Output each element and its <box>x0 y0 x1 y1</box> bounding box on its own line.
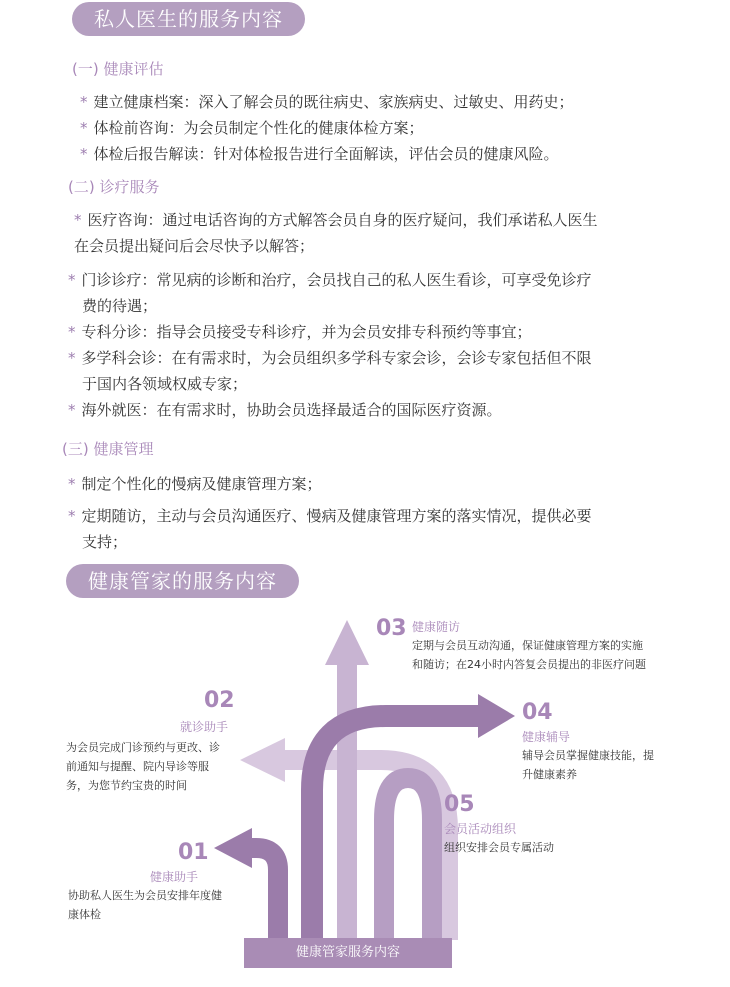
list-item: * 建立健康档案：深入了解会员的既往病史、家族病史、过敏史、用药史； <box>80 93 574 111</box>
list-item: * 体检前咨询：为会员制定个性化的健康体检方案； <box>80 119 424 137</box>
bullet-icon: * <box>80 119 88 137</box>
list-item-cont: 支持； <box>82 533 128 551</box>
node-03-number: 03 <box>376 616 407 641</box>
bullet-icon: * <box>68 349 76 367</box>
section2-title: 健康管家的服务内容 <box>66 564 299 598</box>
node-05-number: 05 <box>444 792 475 817</box>
group3-heading: (三) 健康管理 <box>62 440 154 458</box>
node-02-desc: 为会员完成门诊预约与更改、诊 前通知与提醒、院内导诊等服 务，为您节约宝贵的时间 <box>66 741 220 792</box>
bullet-icon: * <box>68 475 76 493</box>
bullet-icon: * <box>68 271 76 289</box>
node-04-label: 健康辅导 <box>522 730 571 744</box>
bullet-icon: * <box>80 145 88 163</box>
list-item: * 制定个性化的慢病及健康管理方案； <box>68 475 322 493</box>
arrow-01-head <box>214 828 252 868</box>
node-04-desc: 辅导会员掌握健康技能，提 升健康素养 <box>522 749 654 781</box>
arrow-03-head <box>325 620 369 665</box>
bullet-icon: * <box>68 507 76 525</box>
base-label: 健康管家服务内容 <box>244 938 452 968</box>
list-item: * 海外就医：在有需求时，协助会员选择最适合的国际医疗资源。 <box>68 401 502 419</box>
node-03-desc: 定期与会员互动沟通，保证健康管理方案的实施 和随访；在24小时内答复会员提出的非医疗问题 <box>412 639 646 671</box>
list-item-cont: 在会员提出疑问后会尽快予以解答； <box>74 237 315 255</box>
list-item: * 定期随访，主动与会员沟通医疗、慢病及健康管理方案的落实情况，提供必要 <box>68 507 592 525</box>
list-item: * 医疗咨询：通过电话咨询的方式解答会员自身的医疗疑问，我们承诺私人医生 <box>74 211 598 229</box>
node-01-desc: 协助私人医生为会员安排年度健 康体检 <box>68 889 222 921</box>
arrow-04-head <box>478 694 515 738</box>
bullet-icon: * <box>68 401 76 419</box>
list-item: * 门诊诊疗：常见病的诊断和治疗，会员找自己的私人医生看诊，可享受免诊疗 <box>68 271 592 289</box>
node-04-number: 04 <box>522 700 553 725</box>
bullet-icon: * <box>74 211 82 229</box>
list-item: * 体检后报告解读：针对体检报告进行全面解读，评估会员的健康风险。 <box>80 145 559 163</box>
node-02-label: 就诊助手 <box>180 720 229 734</box>
list-item: * 多学科会诊：在有需求时，为会员组织多学科专家会诊，会诊专家包括但不限 <box>68 349 592 367</box>
arrow-03 <box>337 665 357 940</box>
arrow-05 <box>384 778 432 940</box>
group2-heading: (二) 诊疗服务 <box>68 178 160 196</box>
arrow-02-head <box>240 738 285 782</box>
node-05-label: 会员活动组织 <box>444 822 517 836</box>
node-01-label: 健康助手 <box>150 870 199 884</box>
bullet-icon: * <box>68 323 76 341</box>
list-item: * 专科分诊：指导会员接受专科诊疗，并为会员安排专科预约等事宜； <box>68 323 532 341</box>
node-05-desc: 组织安排会员专属活动 <box>444 841 554 854</box>
list-item-cont: 费的待遇； <box>82 297 158 315</box>
arrow-01 <box>252 848 278 940</box>
node-01-number: 01 <box>178 840 209 865</box>
section1-title: 私人医生的服务内容 <box>72 2 305 36</box>
node-02-number: 02 <box>204 688 235 713</box>
node-03-label: 健康随访 <box>412 620 461 634</box>
bullet-icon: * <box>80 93 88 111</box>
group1-heading: (一) 健康评估 <box>72 60 164 78</box>
list-item-cont: 于国内各领域权威专家； <box>82 375 248 393</box>
